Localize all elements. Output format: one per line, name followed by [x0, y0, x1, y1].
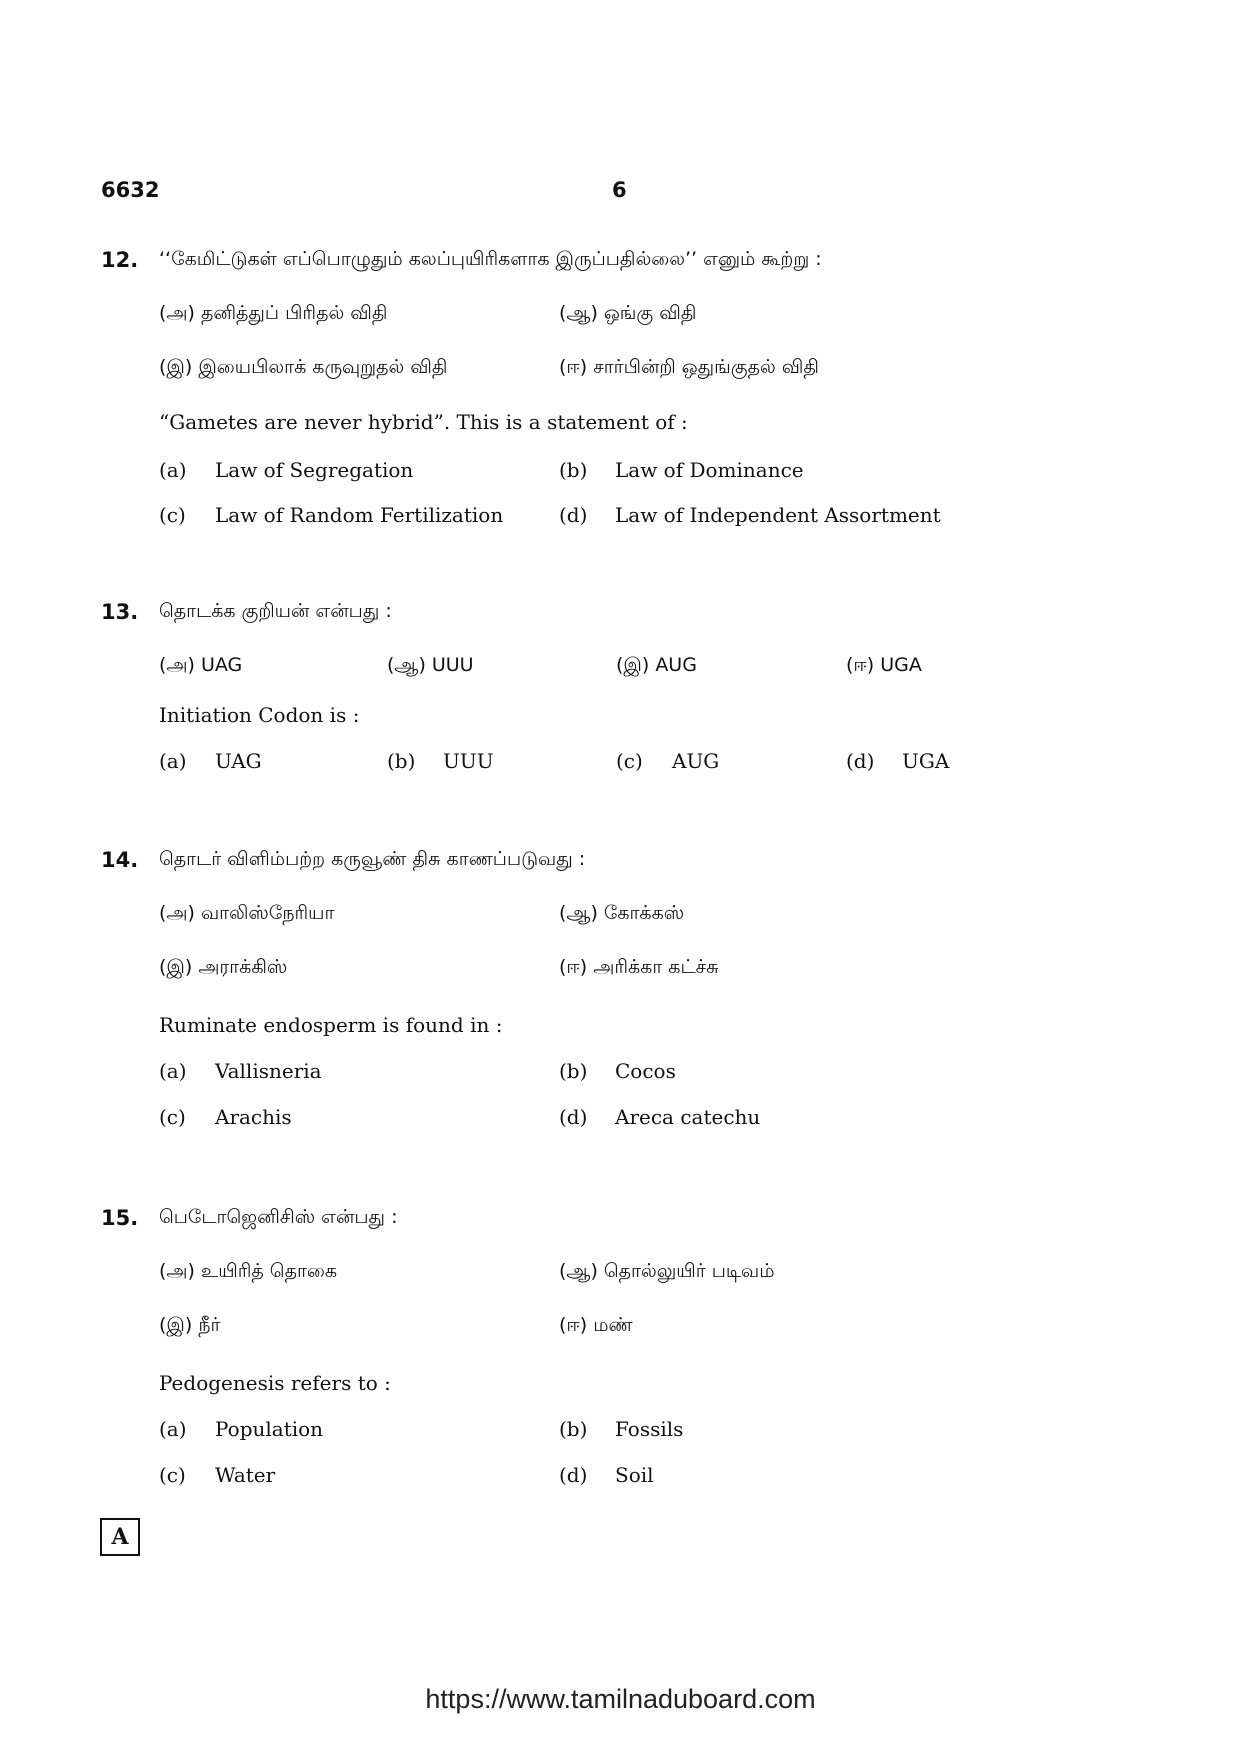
english-question: Initiation Codon is : [159, 703, 360, 727]
english-option-c: (c) Water [159, 1463, 276, 1487]
tamil-option-a: (அ) உயிரித் தொகை [159, 1260, 338, 1282]
tamil-question: பெடோஜெனிசிஸ் என்பது : [159, 1206, 398, 1228]
english-option-d: (d) Areca catechu [559, 1105, 761, 1129]
tamil-option-c: (இ) அராக்கிஸ் [159, 956, 288, 978]
tamil-option-d: (ஈ) சார்பின்றி ஒதுங்குதல் விதி [559, 356, 819, 378]
tamil-option-b: (ஆ) UUU [387, 654, 474, 676]
tamil-option-c: (இ) AUG [616, 654, 697, 676]
english-option-b: (b) Fossils [559, 1417, 684, 1441]
english-option-c: (c) AUG [616, 749, 720, 773]
tamil-option-a: (அ) வாலிஸ்நேரியா [159, 902, 335, 924]
tamil-option-b: (ஆ) ஒங்கு விதி [559, 302, 697, 324]
tamil-option-d: (ஈ) UGA [846, 654, 922, 676]
english-option-b: (b) Cocos [559, 1059, 676, 1083]
page-number: 6 [612, 178, 627, 202]
series-box: A [100, 1518, 140, 1556]
tamil-option-c: (இ) நீர் [159, 1314, 221, 1336]
english-option-d: (d) UGA [846, 749, 950, 773]
question-number: 15. [101, 1206, 139, 1230]
english-option-b: (b) Law of Dominance [559, 458, 804, 482]
english-option-b: (b) UUU [387, 749, 494, 773]
english-option-c: (c) Arachis [159, 1105, 292, 1129]
question-number: 14. [101, 848, 139, 872]
english-question: Ruminate endosperm is found in : [159, 1013, 503, 1037]
english-option-a: (a) UAG [159, 749, 262, 773]
english-question: Pedogenesis refers to : [159, 1371, 391, 1395]
tamil-option-a: (அ) UAG [159, 654, 243, 676]
english-option-c: (c) Law of Random Fertilization [159, 503, 504, 527]
english-option-a: (a) Law of Segregation [159, 458, 414, 482]
question-number: 12. [101, 248, 139, 272]
tamil-question: தொடக்க குறியன் என்பது : [159, 600, 392, 622]
tamil-option-c: (இ) இயைபிலாக் கருவுறுதல் விதி [159, 356, 448, 378]
tamil-option-b: (ஆ) தொல்லுயிர் படிவம் [559, 1260, 775, 1282]
tamil-option-d: (ஈ) மண் [559, 1314, 633, 1336]
tamil-option-d: (ஈ) அரிக்கா கட்ச்சு [559, 956, 719, 978]
english-option-d: (d) Law of Independent Assortment [559, 503, 941, 527]
tamil-option-a: (அ) தனித்துப் பிரிதல் விதி [159, 302, 388, 324]
tamil-question: தொடர் விளிம்பற்ற கருவூண் திசு காணப்படுவது : [159, 848, 586, 870]
tamil-question: ‘‘கேமிட்டுகள் எப்பொழுதும் கலப்புயிரிகளாக இருப்பதில்லை’’ எனும் கூற்று : [159, 248, 822, 270]
english-question: “Gametes are never hybrid”. This is a statement of : [159, 410, 688, 434]
footer-url[interactable]: https://www.tamilnaduboard.com [425, 1684, 816, 1714]
english-option-a: (a) Population [159, 1417, 324, 1441]
english-option-a: (a) Vallisneria [159, 1059, 322, 1083]
english-option-d: (d) Soil [559, 1463, 654, 1487]
paper-code: 6632 [101, 178, 160, 202]
question-number: 13. [101, 600, 139, 624]
tamil-option-b: (ஆ) கோக்கஸ் [559, 902, 685, 924]
